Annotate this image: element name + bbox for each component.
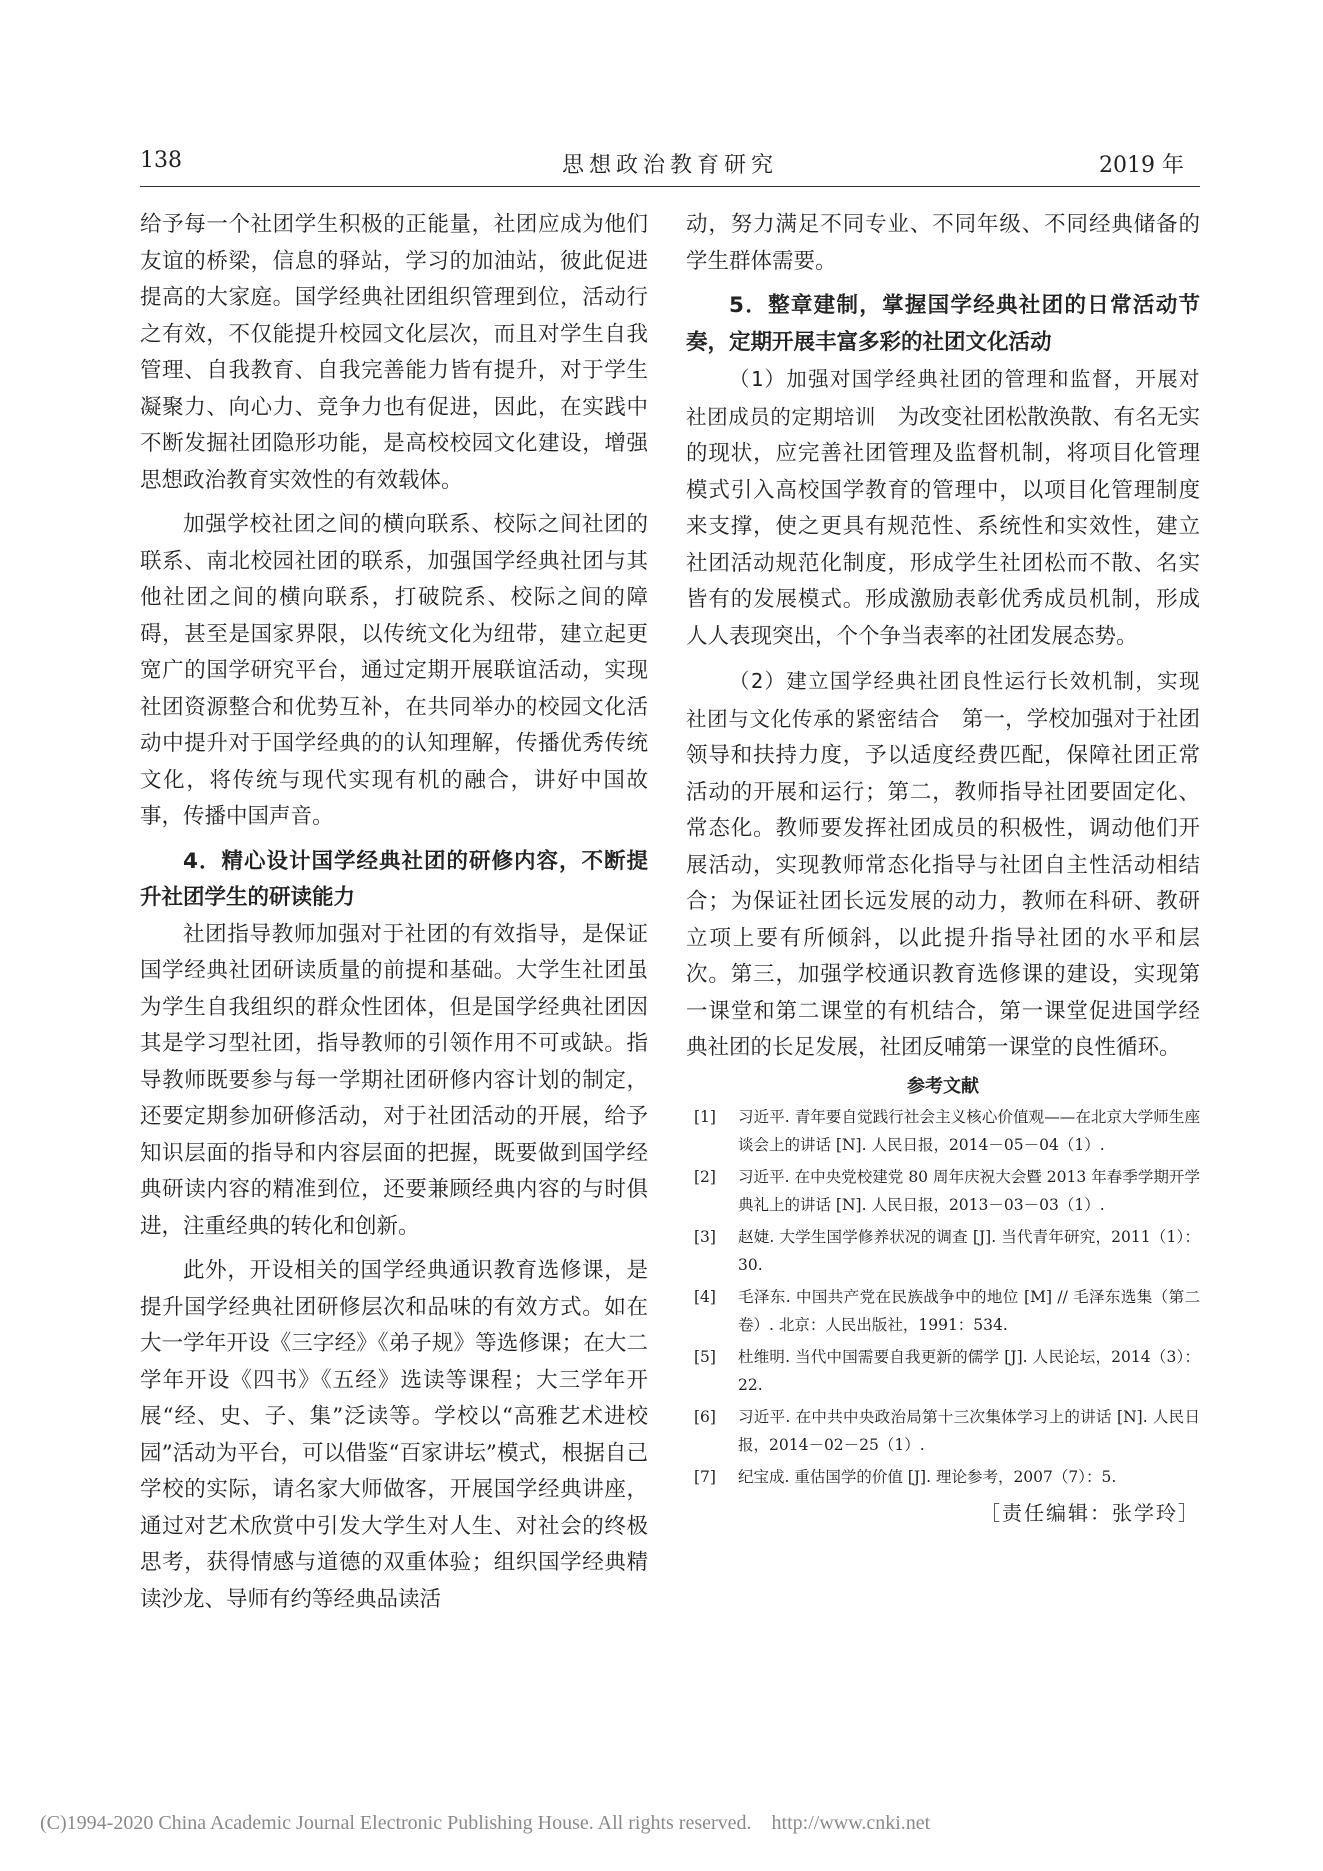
paragraph: 动，努力满足不同专业、不同年级、不同经典储备的学生群体需要。 [686, 212, 1200, 274]
paragraph: 此外，开设相关的国学经典通识教育选修课，是提升国学经典社团研修层次和品味的有效方式。如在大一学年开设《三字经》《弟子规》等选修课；在大二学年开设《四书》《五经》选读等课程；大三学年开展“经、史、子、集”泛读等。学校以“高雅艺术进校园”活动为平台，可以借鉴“百家讲坛”模式，根据自己学校的实际，请名家大师做客，开展国学经典讲座，通过对艺术欣赏中引发大学生对人生、对社会的终极思考，获得情感与道德的双重体验；组织国学经典精读沙龙、导师有约等经典品读活 [140, 1258, 648, 1612]
reference-item [686, 1403, 1200, 1459]
reference-text: 习近平. 在中央党校建党 80 周年庆祝大会暨 2013 年春季学期开学典礼上的讲话 [N]. 人民日报，2013－03－03（1）. [738, 1167, 1200, 1214]
running-header [140, 142, 1200, 187]
reference-text: 赵婕. 大学生国学修养状况的调查 [J]. 当代青年研究，2011（1）：30. [738, 1227, 1200, 1274]
reference-item [686, 1343, 1200, 1399]
journal-title: 思想政治教育研究 [561, 153, 778, 178]
reference-number: [2] [694, 1167, 716, 1186]
paragraph: 加强学校社团之间的横向联系、校际之间社团的联系、南北校园社团的联系，加强国学经典社团与其他社团之间的横向联系，打破院系、校际之间的障碍，甚至是国家界限，以传统文化为纽带，建立起更宽广的国学研究平台，通过定期开展联谊活动，实现社团资源整合和优势互补，在共同举办的校园文化活动中提升对于国学经典的的认知理解，传播优秀传统文化，将传统与现代实现有机的融合，讲好中国故事，传播中国声音。 [140, 512, 648, 829]
reference-number: [3] [694, 1227, 716, 1246]
reference-number: [6] [694, 1407, 716, 1426]
reference-text: 毛泽东. 中国共产党在民族战争中的地位 [M] // 毛泽东选集（第二卷）. 北京：人民出版社，1991：534. [738, 1287, 1200, 1334]
paragraph: 给予每一个社团学生积极的正能量，社团应成为他们友谊的桥梁，信息的驿站，学习的加油站，彼此促进提高的大家庭。国学经典社团组织管理到位，活动行之有效，不仅能提升校园文化层次，而且对学生自我管理、自我教育、自我完善能力皆有提升，对于学生凝聚力、向心力、竞争力也有促进，因此，在实践中不断发掘社团隐形功能，是高校校园文化建设，增强思想政治教育实效性的有效载体。 [140, 212, 648, 493]
reference-text: 纪宝成. 重估国学的价值 [J]. 理论参考，2007（7）：5. [738, 1467, 1117, 1486]
right-column [686, 207, 1200, 1531]
section-heading: 5．整章建制，掌握国学经典社团的日常活动节奏，定期开展丰富多彩的社团文化活动 [686, 293, 1200, 355]
references-title: 参考文献 [907, 1075, 979, 1097]
reference-item [686, 1163, 1200, 1219]
subsection-body: 为改变社团松散涣散、有名无实的现状，应完善社团管理及监督机制，将项目化管理模式引入高校国学教育的管理中，以项目化管理制度来支撑，使之更具有规范性、系统性和实效性，建立社团活动规范化制度，形成学生社团松而不散、名实皆有的发展模式。形成激励表彰优秀成员机制，形成人人表现突出，个个争当表率的社团发展态势。 [686, 404, 1200, 649]
subsection-title: （1）加强对国学经典社团的管理和监督，开展对社团成员的定期培训 [686, 367, 1200, 429]
subsection-paragraph [686, 663, 1200, 1067]
reference-number: [5] [694, 1347, 716, 1366]
page-number: 138 [140, 148, 182, 173]
reference-text: 杜维明. 当代中国需要自我更新的儒学 [J]. 人民论坛，2014（3）：22. [738, 1347, 1200, 1394]
subsection-title: （2）建立国学经典社团良性运行长效机制，实现社团与文化传承的紧密结合 [686, 669, 1200, 731]
reference-number: [4] [694, 1287, 716, 1306]
reference-number: [1] [694, 1107, 716, 1126]
left-column [140, 207, 648, 1618]
reference-list [686, 1103, 1200, 1491]
reference-item [686, 1103, 1200, 1159]
reference-item [686, 1223, 1200, 1279]
section-heading: 4．精心设计国学经典社团的研修内容，不断提升社团学生的研读能力 [140, 848, 648, 910]
subsection-paragraph [686, 361, 1200, 655]
copyright-footer: (C)1994-2020 China Academic Journal Electronic Publishing House. All rights reserved. http://www.cnki.net [40, 1812, 931, 1834]
subsection-body: 第一，学校加强对于社团领导和扶持力度，予以适度经费匹配，保障社团正常活动的开展和运行；第二，教师指导社团要固定化、常态化。教师要发挥社团成员的积极性，调动他们开展活动，实现教师常态化指导与社团自主性活动相结合；为保证社团长远发展的动力，教师在科研、教研立项上要有所倾斜，以此提升指导社团的水平和层次。第三，加强学校通识教育选修课的建设，实现第一课堂和第二课堂的有机结合，第一课堂促进国学经典社团的长足发展，社团反哺第一课堂的良性循环。 [686, 706, 1200, 1060]
reference-number: [7] [694, 1467, 716, 1486]
responsible-editor: ［责任编辑：张学玲］ [980, 1500, 1200, 1525]
publication-year: 2019 年 [1099, 153, 1184, 178]
paragraph: 社团指导教师加强对于社团的有效指导，是保证国学经典社团研读质量的前提和基础。大学生社团虽为学生自我组织的群众性团体，但是国学经典社团因其是学习型社团，指导教师的引领作用不可或缺。指导教师既要参与每一学期社团研修内容计划的制定，还要定期参加研修活动，对于社团活动的开展，给予知识层面的指导和内容层面的把握，既要做到国学经典研读内容的精准到位，还要兼顾经典内容的与时俱进，注重经典的转化和创新。 [140, 921, 648, 1239]
reference-text: 习近平. 青年要自觉践行社会主义核心价值观——在北京大学师生座谈会上的讲话 [N]. 人民日报，2014－05－04（1）. [738, 1107, 1200, 1154]
reference-item [686, 1463, 1200, 1491]
reference-text: 习近平. 在中共中央政治局第十三次集体学习上的讲话 [N]. 人民日报，2014－02－25（1）. [738, 1407, 1200, 1454]
reference-item [686, 1283, 1200, 1339]
